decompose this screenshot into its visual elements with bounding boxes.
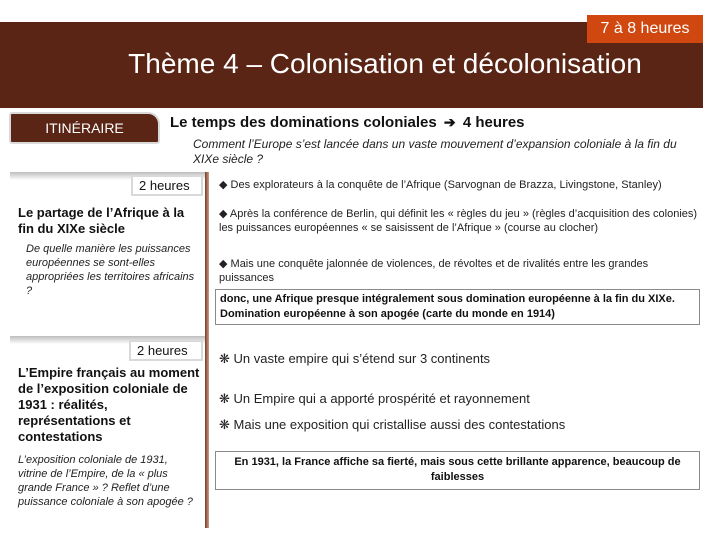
list-item <box>219 417 699 433</box>
list-item <box>219 351 699 367</box>
itinerary-title-text: Le temps des dominations coloniales <box>170 114 437 131</box>
asterisk-bullet-icon: ❋ <box>219 391 230 406</box>
duration-badge: 7 à 8 heures <box>587 15 703 43</box>
diamond-bullet-icon: ◆ <box>219 179 228 191</box>
right-arrow-icon: ➔ <box>443 114 456 130</box>
list-item-text: Mais une conquête jalonnée de violences, de révoltes et de rivalités entre les grandes puissances <box>219 258 649 284</box>
list-item-text: Mais une exposition qui cristallise aussi des contestations <box>233 417 566 432</box>
list-item-text: Des explorateurs à la conquête de l’Afrique (Sarvognan de Brazza, Livingstone, Stanley) <box>230 179 662 191</box>
asterisk-bullet-icon: ❋ <box>219 417 230 432</box>
asterisk-bullet-icon: ❋ <box>219 351 230 366</box>
list-item-text: Un Empire qui a apporté prospérité et rayonnement <box>233 391 530 406</box>
section-question: De quelle manière les puissances européennes se sont-elles appropriées les territoires africains ? <box>26 243 195 297</box>
list-item <box>219 207 699 235</box>
itinerary-title <box>170 114 525 131</box>
list-item <box>219 178 699 192</box>
itinerary-duration: 4 heures <box>462 114 525 131</box>
list-item <box>219 257 699 285</box>
section-hours-badge: 2 heures <box>129 340 203 361</box>
list-item-text: Un vaste empire qui s’étend sur 3 continents <box>233 351 491 366</box>
section-title: L’Empire français au moment de l’exposition coloniale de 1931 : réalités, représentations et contestations <box>18 365 200 444</box>
conclusion-box: En 1931, la France affiche sa fierté, mais sous cette brillante apparence, beaucoup de faiblesses <box>215 451 700 490</box>
list-item <box>219 391 699 407</box>
vertical-divider <box>205 172 209 528</box>
list-item-text: Après la conférence de Berlin, qui définit les « règles du jeu » (règles d’acquisition des colonies) les puissances européennes « se saisissent de l’Afrique » (course au clocher) <box>219 208 698 234</box>
itinerary-problem: Comment l’Europe s’est lancée dans un vaste mouvement d’expansion coloniale à la fin du XIXe siècle ? <box>193 137 677 166</box>
itinerary-tab: ITINÉRAIRE <box>9 112 160 144</box>
section-hours-badge: 2 heures <box>131 175 203 196</box>
diamond-bullet-icon: ◆ <box>219 208 228 220</box>
section-title: Le partage de l’Afrique à la fin du XIXe siècle <box>18 205 185 236</box>
conclusion-box: donc, une Afrique presque intégralement sous domination européenne à la fin du XIXe. Domination européenne à son apogée (carte du monde en 1914) <box>215 289 700 325</box>
diamond-bullet-icon: ◆ <box>219 258 228 270</box>
section-question: L’exposition coloniale de 1931, vitrine de l’Empire, de la « plus grande France » ? Reflet d’une puissance coloniale à son apogée ? <box>18 454 193 508</box>
page-title: Thème 4 – Colonisation et décolonisation <box>128 48 642 79</box>
